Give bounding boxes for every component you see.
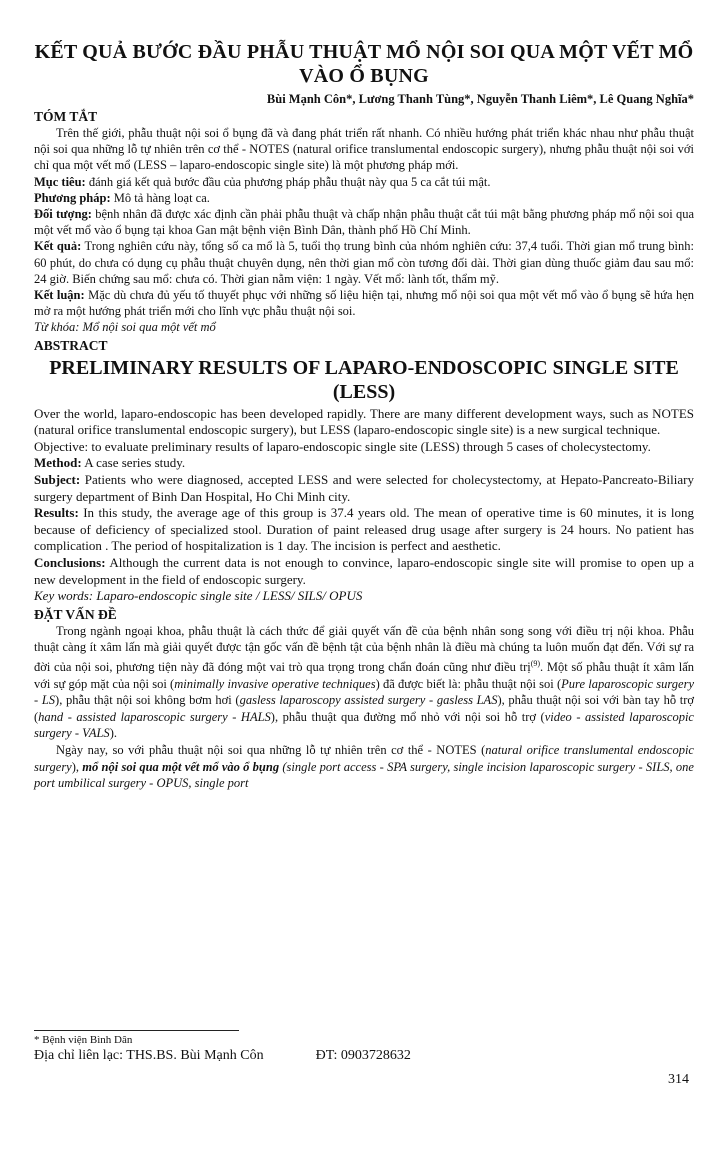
abstract-keywords: Key words: Laparo-endoscopic single site / LESS/ SILS/ OPUS	[34, 588, 363, 604]
muc-tieu-label: Mục tiêu:	[34, 174, 86, 189]
p1-text-b: . Một số phẫu thuật ít xâm lấn với sự góp mặt của nội soi (	[34, 660, 695, 691]
p1-text-f: ), phẫu thuật qua đường mổ nhỏ với nội soi hỗ trợ (	[270, 709, 545, 724]
article-title-vietnamese: KẾT QUẢ BƯỚC ĐẦU PHẪU THUẬT MỔ NỘI SOI QUA MỘT VẾT MỔ VÀO Ổ BỤNG	[34, 41, 694, 87]
author-list: Bùi Mạnh Côn*, Lương Thanh Tùng*, Nguyễn Thanh Liêm*, Lê Quang Nghĩa*	[266, 92, 694, 106]
article-page	[34, 40, 694, 792]
p1-italic-5: video - assisted laparoscopic surgery - VALS	[34, 709, 694, 741]
method-label: Method:	[34, 455, 82, 471]
muc-tieu-paragraph	[34, 174, 694, 190]
ket-qua-label: Kết quả:	[34, 239, 82, 254]
abstract-title: PRELIMINARY RESULTS OF LAPARO-ENDOSCOPIC SINGLE SITE (LESS)	[49, 356, 679, 403]
dat-van-de-heading: ĐẶT VẤN ĐỀ	[34, 606, 117, 622]
footnote-affiliation: * Bệnh viện Bình Dân	[34, 1034, 133, 1046]
results-text: In this study, the average age of this group is 37.4 years old. The mean of operative time is 60 minutes, it is long because of deficiency of specialized stool. Duration of paint released drug usage after surgery is 24 hours. No patient has complication . The period of hospitalization is 1 day. The incision is perfect and aesthetic.	[34, 505, 694, 554]
phuong-phap-text: Mô tả hàng loạt ca.	[110, 190, 210, 205]
abstract-method	[34, 455, 694, 472]
p1-text-c: ) đã được biết là: phẫu thuật nội soi (	[375, 676, 562, 691]
p1-italic-4: hand - assisted laparoscopic surgery - HALS	[38, 709, 271, 724]
abstract-section	[34, 338, 694, 605]
abstract-results	[34, 505, 694, 555]
p1-text-e: ), phẫu thuật nội soi với bàn tay hỗ trợ (	[34, 693, 694, 724]
doi-tuong-text: bệnh nhân đã được xác định cần phải phẫu thuật và chấp nhận phẫu thuật cắt túi mật bằng phương pháp mổ nội soi qua một vết mổ vào ổ bụng tại khoa Gan mật bệnh viện Bình Dân, thành phố Hồ Chí Minh.	[34, 207, 694, 238]
method-text: A case series study.	[81, 455, 186, 471]
dat-van-de-paragraph-2	[34, 742, 694, 792]
contact-label: Địa chỉ liên lạc: THS.BS. Bùi Mạnh Côn	[34, 1048, 264, 1063]
footnote-divider	[34, 1030, 239, 1031]
dat-van-de-paragraph-1	[34, 623, 694, 742]
ket-qua-paragraph	[34, 238, 694, 287]
conclusions-text: Although the current data is not enough to convince, laparo-endoscopic single site will promise to open up a new development in the field of endoscopic surgery.	[34, 554, 694, 587]
abstract-subject	[34, 472, 694, 505]
doi-tuong-label: Đối tượng:	[34, 207, 92, 222]
citation-ref: (9)	[530, 658, 541, 668]
results-label: Results:	[34, 505, 79, 521]
conclusions-label: Conclusions:	[34, 554, 106, 570]
tu-khoa: Từ khóa: Mổ nội soi qua một vết mổ	[34, 320, 216, 335]
subject-text: Patients who were diagnosed, accepted LESS and were selected for cholecystectomy, at Hepato-Pancreato-Biliary surgery department of Binh Dan Hospital, Ho Chi Minh city.	[34, 472, 694, 504]
p1-text-a: Trong ngành ngoại khoa, phẫu thuật là cách thức để giải quyết vấn đề của bệnh nhân song song với điều trị nội khoa. Phẫu thuật càng ít xâm lấn mà giải quyết được tận gốc vấn đề bệnh tật của bệnh nhân là điều mà chúng ta luôn muốn đạt đến. Với sự ra đời của nội soi, phương tiện này đã đóng một vai trò qua trọng trong chẩn đoán cũng như điều trị	[34, 623, 694, 675]
subject-label: Subject:	[34, 472, 81, 488]
dat-van-de-section	[34, 607, 694, 792]
phuong-phap-paragraph	[34, 190, 694, 206]
ket-luan-label: Kết luận:	[34, 288, 85, 303]
phuong-phap-label: Phương pháp:	[34, 190, 111, 205]
tom-tat-section	[34, 109, 694, 336]
ket-qua-text: Trong nghiên cứu này, tổng số ca mổ là 5, tuổi thọ trung bình của nhóm nghiên cứu: 37,4 tuổi. Thời gian mổ trung bình: 60 phút, do chưa có dụng cụ phẫu thuật chuyên dụng, nên thời gian mổ còn tương đối dài. Thời gian dùng thuốc giảm đau sau mổ: 24 giờ. Biến chứng sau mổ: chưa có. Thời gian nằm viện: 1 ngày. Vết mổ: lành tốt, thẩm mỹ.	[34, 239, 694, 286]
abstract-heading: ABSTRACT	[34, 337, 108, 353]
contact-line	[34, 1048, 411, 1064]
p2-bold-italic: mổ nội soi qua một vết mổ vào ổ bụng	[82, 759, 280, 774]
abstract-conclusions	[34, 555, 694, 588]
tom-tat-heading: TÓM TẮT	[34, 109, 98, 124]
contact-phone: ĐT: 0903728632	[315, 1048, 411, 1063]
page-number: 314	[668, 1072, 689, 1087]
p1-text-g: ).	[109, 726, 117, 741]
abstract-objective: Objective: to evaluate preliminary results of laparo-endoscopic single site (LESS) through 5 cases of cholecystectomy.	[34, 438, 651, 454]
p2-italic-1: natural orifice translumental endoscopic surgery	[34, 743, 694, 774]
p2-italic-2: (single port access - SPA surgery, single incision laparoscopic surgery - SILS, one port umbilical surgery - OPUS, single port	[34, 759, 694, 791]
ket-luan-paragraph	[34, 287, 694, 319]
p1-italic-3: gasless laparoscopy assisted surgery - gasless LAS	[239, 693, 498, 708]
muc-tieu-text: đánh giá kết quả bước đầu của phương pháp phẫu thuật này qua 5 ca cắt túi mật.	[85, 174, 491, 189]
p1-italic-2: Pure laparoscopic surgery - LS	[34, 676, 695, 708]
p1-text-d: ), phẫu thật nội soi không bơm hơi (	[55, 693, 240, 708]
p1-italic-1: minimally invasive operative techniques	[174, 676, 376, 691]
ket-luan-text: Mặc dù chưa đủ yếu tố thuyết phục với những số liệu hiện tại, nhưng mổ nội soi qua một vết mổ vào ổ bụng sẽ hứa hẹn mở ra một hướng phát triển mới cho lĩnh vực phẫu thuật nội soi.	[34, 288, 694, 319]
abstract-intro: Over the world, laparo-endoscopic has been developed rapidly. There are many different development ways, such as NOTES (natural orifice translumental endoscopic surgery), but LESS (laparo-endoscopic single site) is a new surgical technique.	[34, 405, 694, 438]
p2-text-a: Ngày nay, so với phẫu thuật nội soi qua những lỗ tự nhiên trên cơ thể - NOTES (	[56, 743, 486, 758]
tom-tat-intro: Trên thế giới, phẫu thuật nội soi ổ bụng đã và đang phát triển rất nhanh. Có nhiều hướng phát triển khác nhau như phẫu thuật nội soi qua những lỗ tự nhiên trên cơ thể - NOTES (natural orifice translumental endoscopic surgery), nhưng phẫu thuật nội soi với chỉ qua một vết mổ (LESS – laparo-endoscopic single site) là một phương pháp mới.	[34, 126, 694, 173]
doi-tuong-paragraph	[34, 206, 694, 238]
p2-text-b: ),	[71, 759, 83, 774]
